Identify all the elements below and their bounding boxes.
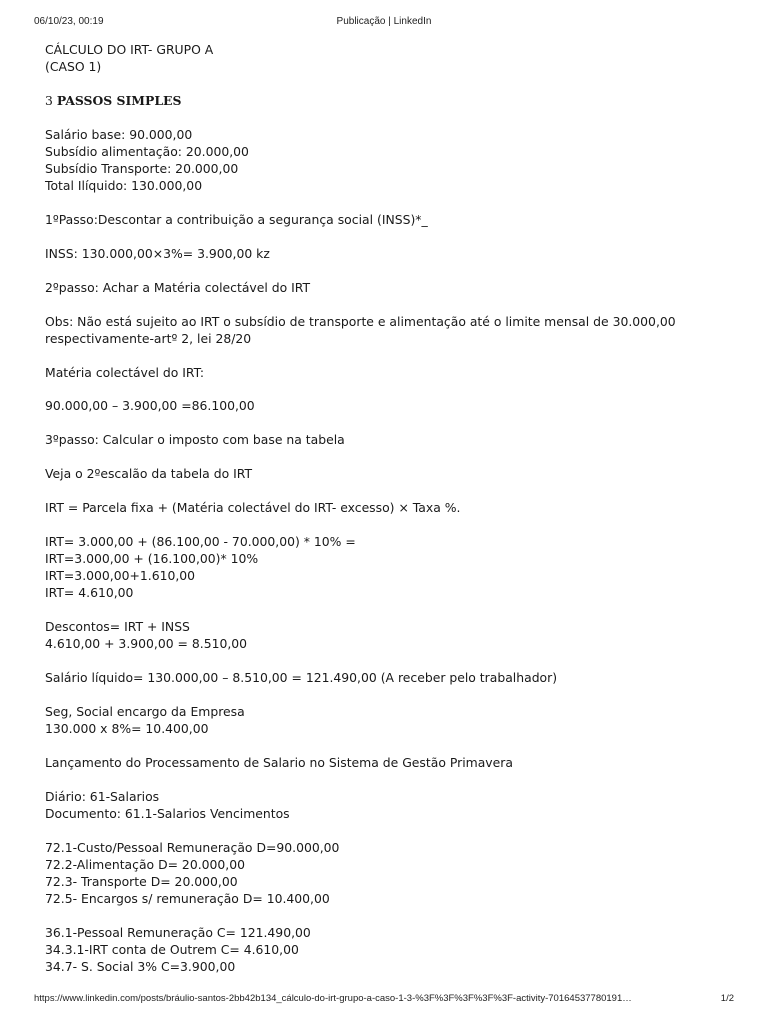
descontos-calc: 4.610,00 + 3.900,00 = 8.510,00: [45, 636, 248, 652]
inss-calc-text: INSS: 130.000,00×3%= 3.900,00 kz: [45, 246, 270, 261]
irt-calc-line: IRT= 3.000,00 + (86.100,00 - 70.000,00) * 10% =: [45, 533, 356, 549]
salary-food-subsidy: Subsídio alimentação: 20.000,00: [45, 144, 249, 159]
diario-line: Diário: 61-Salarios: [45, 788, 160, 804]
materia-label-text: Matéria colectável do IRT:: [45, 364, 205, 380]
page-url[interactable]: https://www.linkedin.com/posts/bráulio-santos-2bb42b134_cálculo-do-irt-grupo-a-caso-1-3-%3F%3F%3F%3F%3F-activity-70164537780191…: [34, 993, 632, 1004]
credit-entry: 34.3.1-IRT conta de Outrem C= 4.610,00: [45, 942, 299, 958]
debit-entries: [45, 839, 735, 908]
materia-calc: [45, 397, 735, 414]
salary-base: Salário base: 90.000,00: [45, 126, 193, 142]
page-number: 1/2: [720, 993, 734, 1004]
irt-calc-line: IRT=3.000,00 + (16.100,00)* 10%: [45, 550, 259, 566]
descontos-block: [45, 618, 735, 652]
step-2-text: 2ºpasso: Achar a Matéria colectável do IRT: [45, 279, 311, 295]
print-header: [34, 16, 734, 30]
debit-entry: 72.2-Alimentação D= 20.000,00: [45, 856, 245, 872]
lancamento-text: Lançamento do Processamento de Salario no Sistema de Gestão Primavera: [45, 754, 513, 770]
salary-total: Total Ilíquido: 130.000,00: [45, 178, 203, 194]
step-2: [45, 279, 735, 296]
title-line-1: CÁLCULO DO IRT- GRUPO A: [45, 42, 214, 57]
obs-note: [45, 313, 735, 347]
title-line-2: (CASO 1): [45, 59, 102, 75]
irt-calc-line: IRT= 4.610,00: [45, 585, 134, 601]
post-content: [45, 41, 735, 992]
descontos-label: Descontos= IRT + INSS: [45, 618, 190, 634]
heading-text: PASSOS SIMPLES: [56, 93, 182, 108]
obs-note-text: Obs: Não está sujeito ao IRT o subsídio de transporte e alimentação até o limite mensal de 30.000,00 respectivamente-artº 2, lei 28/20: [45, 313, 676, 346]
salary-transport-subsidy: Subsídio Transporte: 20.000,00: [45, 161, 239, 177]
seg-social-block: [45, 703, 735, 737]
credit-entry: 36.1-Pessoal Remuneração C= 121.490,00: [45, 924, 311, 940]
credit-entries: [45, 924, 735, 976]
lancamento-heading: [45, 754, 735, 771]
diario-block: [45, 788, 735, 822]
irt-formula: [45, 499, 735, 516]
seg-social-label: Seg, Social encargo da Empresa: [45, 703, 245, 719]
irt-calculation: [45, 533, 735, 602]
salario-liquido: [45, 669, 735, 686]
debit-entry: 72.5- Encargos s/ remuneração D= 10.400,00: [45, 891, 330, 907]
salario-liquido-text: Salário líquido= 130.000,00 – 8.510,00 = 121.490,00 (A receber pelo trabalhador): [45, 669, 558, 685]
escalao-note-text: Veja o 2ºescalão da tabela do IRT: [45, 465, 253, 481]
print-title: Publicação | LinkedIn: [336, 16, 432, 27]
step-3-text: 3ºpasso: Calcular o imposto com base na tabela: [45, 432, 345, 448]
section-heading: [45, 92, 735, 109]
credit-entry: 34.7- S. Social 3% C=3.900,00: [45, 959, 236, 975]
escalao-note: [45, 465, 735, 482]
print-date: 06/10/23, 00:19: [34, 16, 104, 27]
irt-calc-line: IRT=3.000,00+1.610,00: [45, 567, 196, 583]
document-title: [45, 41, 735, 75]
debit-entry: 72.1-Custo/Pessoal Remuneração D=90.000,00: [45, 839, 340, 855]
step-1-text: 1ºPasso:Descontar a contribuição a segurança social (INSS)*_: [45, 212, 428, 228]
step-3: [45, 431, 735, 448]
print-footer: [34, 993, 734, 1007]
inss-calc: [45, 245, 735, 262]
salary-block: [45, 126, 735, 195]
seg-social-calc: 130.000 x 8%= 10.400,00: [45, 720, 209, 736]
debit-entry: 72.3- Transporte D= 20.000,00: [45, 873, 238, 889]
step-1: [45, 211, 735, 228]
materia-label: [45, 364, 735, 381]
heading-number: 3: [45, 93, 57, 108]
irt-formula-text: IRT = Parcela fixa + (Matéria colectável do IRT- excesso) × Taxa %.: [45, 499, 461, 515]
documento-line: Documento: 61.1-Salarios Vencimentos: [45, 805, 290, 821]
materia-calc-text: 90.000,00 – 3.900,00 =86.100,00: [45, 398, 255, 414]
